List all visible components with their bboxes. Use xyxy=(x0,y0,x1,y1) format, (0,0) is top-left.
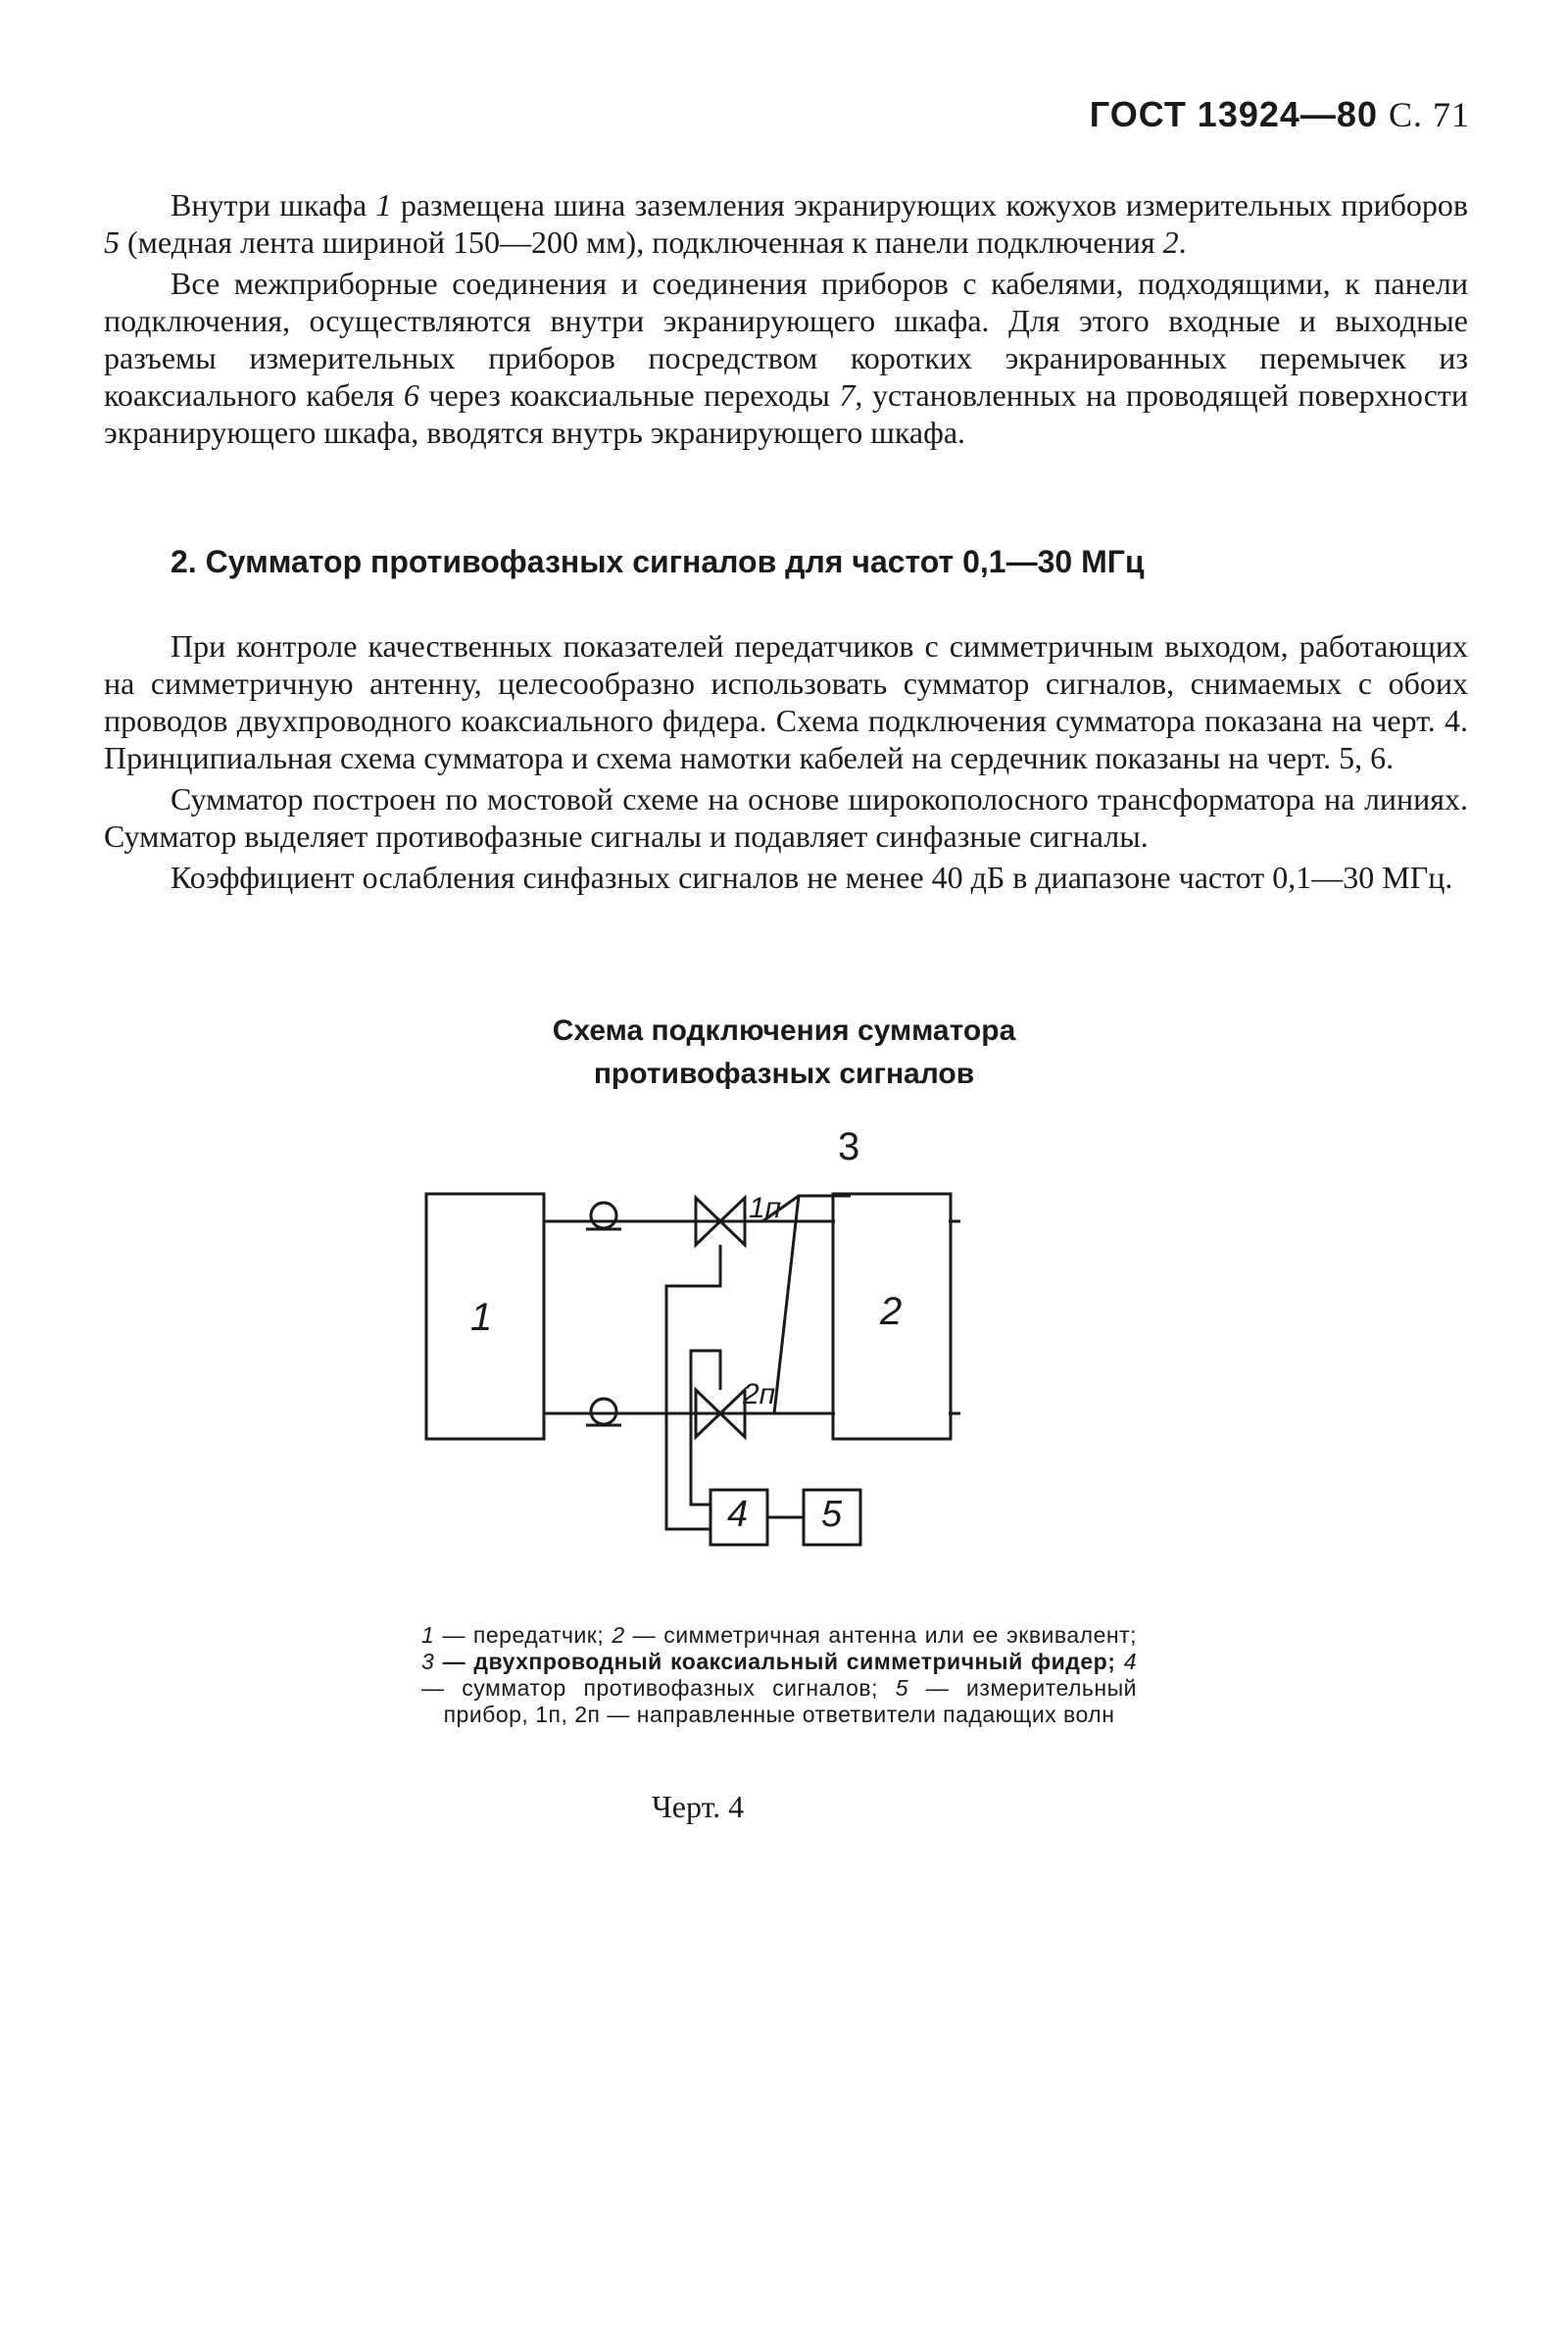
label-coupler-1p: 1п xyxy=(749,1192,782,1224)
label-feeder-3: 3 xyxy=(838,1125,860,1168)
label-block-4: 4 xyxy=(727,1494,749,1535)
section-title: 2. Сумматор противофазных сигналов для частот 0,1—30 МГц xyxy=(171,544,1145,579)
paragraph: Коэффициент ослабления синфазных сигналов не менее 40 дБ в диапазоне частот 0,1—30 МГц. xyxy=(171,860,1453,895)
paragraph: При контроле качественных показателей передатчиков с симметричным выходом, работающих на симметричную антенну, целесообразно использовать сумматор сигналов, снимаемых с обоих проводов двухпроводного коаксиального фидера. Схема подключения сумматора показана на черт. 4. Принципиальная схема сумматора и схема намотки кабелей на сердечник показаны на черт. 5, 6. xyxy=(104,628,1468,775)
label-block-2: 2 xyxy=(880,1290,903,1333)
page-number: С. 71 xyxy=(1388,95,1470,134)
label-block-5: 5 xyxy=(821,1494,843,1535)
figure-title: Схема подключения сумматора противофазных сигналов xyxy=(552,1014,1016,1090)
paragraph: Внутри шкафа 1 размещена шина заземления экранирующих кожухов измерительных приборов 5 (медная лента шириной 150—200 мм), подключенная к панели подключения 2. xyxy=(104,187,1469,260)
intro-text-block xyxy=(104,186,1468,455)
label-block-1: 1 xyxy=(470,1296,493,1339)
figure-label: Черт. 4 xyxy=(652,1789,745,1824)
paragraph: Сумматор построен по мостовой схеме на основе широкополосного трансформатора на линиях. Сумматор выделяет противофазные сигналы и подавляет синфазные сигналы. xyxy=(104,781,1468,854)
figure-caption: 1 — передатчик; 2 — симметричная антенна или ее эквивалент; 3 — двухпроводный коаксиальный симметричный фидер; 4 — сумматор противофазных сигналов; 5 — измерительный прибор, 1п, 2п — направленные ответвители падающих волн xyxy=(421,1622,1137,1727)
doc-number: ГОСТ 13924—80 xyxy=(1089,94,1378,134)
page-header xyxy=(1090,94,1470,135)
label-coupler-2p: 2п xyxy=(743,1378,776,1410)
paragraph: Все межприборные соединения и соединения приборов с кабелями, подходящими, к панели подключения, осуществляются внутри экранирующего шкафа. Для этого входные и выходные разъемы измерительных приборов посредством коротких экранированных перемычек из коаксиального кабеля 6 через коаксиальные переходы 7, установленных на проводящей поверхности экранирующего шкафа, вводятся внутрь экранирующего шкафа. xyxy=(104,266,1469,450)
section-text-block xyxy=(104,627,1468,900)
diagram-labels xyxy=(412,1127,960,1598)
